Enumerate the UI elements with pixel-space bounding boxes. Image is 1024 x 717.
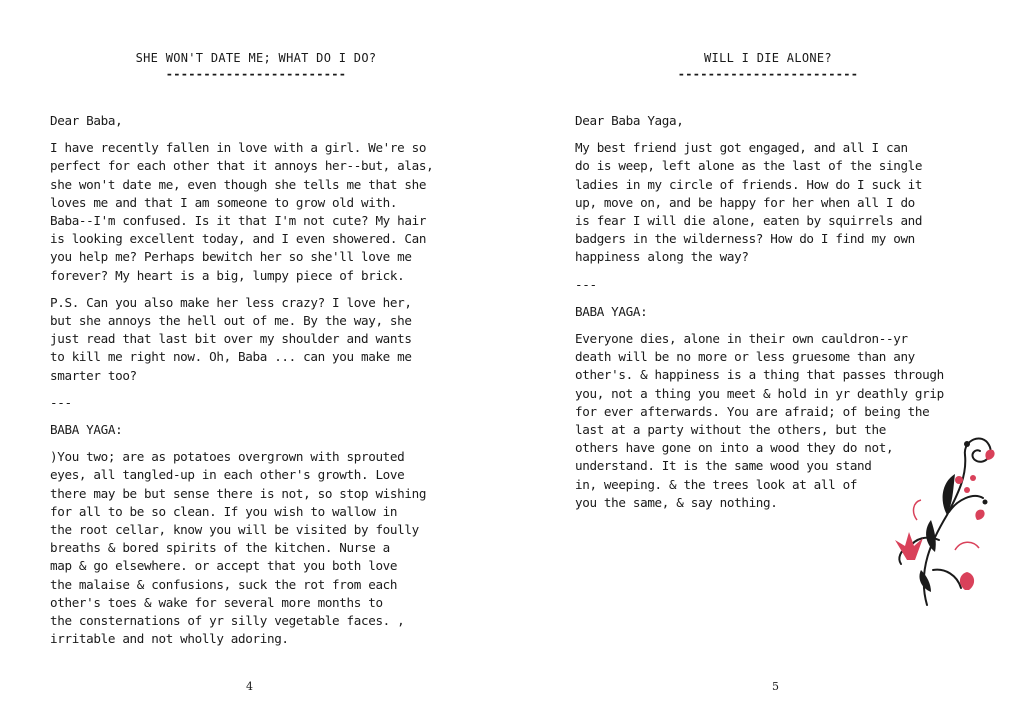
- letter-paragraph: I have recently fallen in love with a girl. We're so perfect for each other that it annoys her--but, alas, she won't date me, even though she tells me that she loves me and that I am someone to grow old with. Baba--I'm confused. Is it that I'm not cute? My hair is looking excellent today, and I even showered. Can you help me? Perhaps bewitch her so she'll love me forever? My heart is a big, lumpy piece of brick.: [50, 140, 434, 283]
- salutation: Dear Baba Yaga,: [575, 113, 684, 128]
- right-page: [512, 0, 1024, 717]
- page-number: 4: [246, 680, 253, 693]
- page-title: [512, 50, 1024, 82]
- title-text: SHE WON'T DATE ME; WHAT DO I DO?: [135, 51, 377, 65]
- title-underline: ------------------------: [165, 67, 347, 81]
- letter-body: [50, 112, 470, 657]
- reply-heading: BABA YAGA:: [575, 303, 648, 319]
- title-underline: ------------------------: [677, 67, 859, 81]
- reply-heading: BABA YAGA:: [50, 422, 123, 438]
- reply-paragraph: )You two; are as potatoes overgrown with sprouted eyes, all tangled-up in each other's growth. Love there may be but sense there is not, so stop wishing for all to be so clean. If you wish to wallow in the root cellar, know you will be visited by foully breaths & bored spirits of the kitchen. Nurse a map & go elsewhere. or accept that you both love the malaise & confusions, suck the rot from each other's toes & wake for several more months to the consternations of yr silly vegetable faces. , irritable and not wholly adoring.: [50, 449, 427, 647]
- page-number: 5: [772, 680, 779, 693]
- letter-paragraph: My best friend just got engaged, and all I can do is weep, left alone as the last of the single ladies in my circle of friends. How do I suck it up, move on, and be happy for her when all I do is fear I will die alone, eaten by squirrels and badgers in the wilderness? How do I find my own happiness along the way?: [575, 140, 923, 265]
- separator: ---: [575, 276, 597, 292]
- postscript-paragraph: P.S. Can you also make her less crazy? I love her, but she annoys the hell out of me. By the way, she just read that last bit over my shoulder and wants to kill me right now. Oh, Baba ... can you make me smarter too?: [50, 294, 412, 383]
- page-title: [0, 50, 512, 82]
- reply-paragraph: Everyone dies, alone in their own cauldron--yr death will be no more or less gruesome than any other's. & happiness is a thing that passes through you, not a thing you meet & hold in yr deathly grip for ever afterwards. You are afraid; of being the last at a party without the others, but the others have gone on into a wood they do not, understand. It is the same wood you stand in, weeping. & the trees look at all of you the same, & say nothing.: [575, 331, 944, 510]
- separator: ---: [50, 394, 72, 410]
- title-text: WILL I DIE ALONE?: [704, 51, 832, 65]
- floral-vine-icon: [887, 420, 999, 610]
- salutation: Dear Baba,: [50, 113, 123, 128]
